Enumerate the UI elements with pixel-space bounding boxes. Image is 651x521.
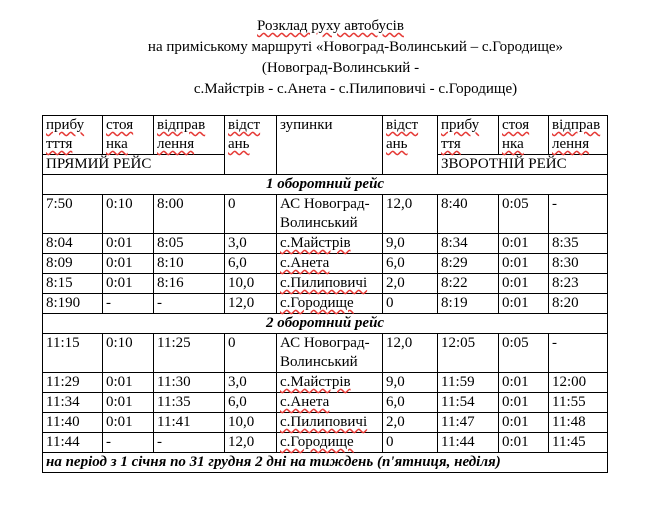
cell-distance: 12,0 — [225, 294, 277, 314]
table-row — [43, 373, 608, 393]
cell-stop-time: 0:10 — [103, 334, 154, 373]
table-row — [43, 254, 608, 274]
cell-departure-return: 11:55 — [549, 393, 608, 413]
cell-distance-return: 12,0 — [383, 195, 438, 234]
forward-trip-label: ПРЯМИЙ РЕЙС — [43, 155, 225, 175]
cell-distance-return: 9,0 — [383, 234, 438, 254]
cell-distance: 6,0 — [225, 393, 277, 413]
cell-arrival: 11:34 — [43, 393, 103, 413]
cell-arrival-return: 8:29 — [438, 254, 499, 274]
cell-distance: 10,0 — [225, 274, 277, 294]
cell-stop-name: с.Майстрів — [277, 373, 383, 393]
cell-distance-return: 12,0 — [383, 334, 438, 373]
cell-stop-time: - — [103, 433, 154, 453]
title-line-1: Розклад руху автобусів — [257, 18, 404, 34]
cell-stop-time-return: 0:01 — [499, 274, 549, 294]
cell-stop-time-return: 0:01 — [499, 254, 549, 274]
title-line-4: с.Майстрів - с.Анета - с.Пилиповичі - с.Городище) — [193, 81, 518, 97]
cell-stop-time-return: 0:01 — [499, 433, 549, 453]
cell-departure: 8:16 — [154, 274, 225, 294]
cell-departure: 8:00 — [154, 195, 225, 234]
cell-stop-time: 0:01 — [103, 413, 154, 433]
cell-arrival-return: 11:54 — [438, 393, 499, 413]
cell-departure-return: - — [549, 195, 608, 234]
table-row — [43, 234, 608, 254]
cell-distance-return: 2,0 — [383, 274, 438, 294]
cell-stop-time-return: 0:01 — [499, 294, 549, 314]
cell-stop-time: 0:01 — [103, 274, 154, 294]
header-arrival: прибу тття — [43, 116, 103, 155]
cell-departure: 8:10 — [154, 254, 225, 274]
cell-arrival: 8:15 — [43, 274, 103, 294]
header-stop-time: стоя нка — [103, 116, 154, 155]
cell-stop-name: АС Новоград-Волинський — [277, 195, 383, 234]
cell-distance-return: 6,0 — [383, 254, 438, 274]
cell-stop-time-return: 0:05 — [499, 334, 549, 373]
trip-label-row — [43, 175, 608, 195]
document-title — [0, 16, 651, 100]
footer-row — [43, 453, 608, 473]
cell-arrival-return: 11:44 — [438, 433, 499, 453]
header-stop-time-return: стоя нка — [499, 116, 549, 155]
cell-departure: 11:25 — [154, 334, 225, 373]
cell-stop-name: с.Майстрів — [277, 234, 383, 254]
cell-departure: - — [154, 294, 225, 314]
cell-distance-return: 9,0 — [383, 373, 438, 393]
cell-stop-time: 0:01 — [103, 393, 154, 413]
cell-stop-name: АС Новоград-Волинський — [277, 334, 383, 373]
cell-departure: 11:35 — [154, 393, 225, 413]
title-line-3: (Новоград-Волинський - — [261, 60, 420, 76]
table-row — [43, 413, 608, 433]
cell-departure-return: 12:00 — [549, 373, 608, 393]
cell-departure: 8:05 — [154, 234, 225, 254]
cell-departure-return: 11:48 — [549, 413, 608, 433]
cell-arrival: 8:04 — [43, 234, 103, 254]
cell-arrival-return: 11:59 — [438, 373, 499, 393]
cell-departure: 11:41 — [154, 413, 225, 433]
cell-stop-time-return: 0:01 — [499, 234, 549, 254]
table-row — [43, 433, 608, 453]
cell-distance: 3,0 — [225, 373, 277, 393]
table-row — [43, 195, 608, 234]
return-trip-label: ЗВОРОТНІЙ РЕЙС — [438, 155, 608, 175]
cell-stop-time: - — [103, 294, 154, 314]
cell-departure-return: 8:23 — [549, 274, 608, 294]
header-stops: зупинки — [277, 116, 383, 175]
cell-stop-time: 0:10 — [103, 195, 154, 234]
header-departure-return: відправ лення — [549, 116, 608, 155]
header-row — [43, 116, 608, 155]
cell-arrival: 8:09 — [43, 254, 103, 274]
cell-departure-return: 8:30 — [549, 254, 608, 274]
cell-stop-time: 0:01 — [103, 373, 154, 393]
cell-arrival: 11:15 — [43, 334, 103, 373]
table-row — [43, 294, 608, 314]
table-row — [43, 274, 608, 294]
cell-distance: 3,0 — [225, 234, 277, 254]
schedule-note: на період з 1 січня по 31 грудня 2 дні на тиждень (п'ятниця, неділя) — [43, 453, 608, 473]
cell-stop-name: с.Пилиповичі — [277, 274, 383, 294]
cell-stop-name: с.Городище — [277, 294, 383, 314]
title-line-2: на приміському маршруті «Новоград-Волинський – с.Городище» — [147, 39, 564, 55]
cell-distance: 6,0 — [225, 254, 277, 274]
cell-stop-name: с.Анета — [277, 254, 383, 274]
cell-arrival-return: 11:47 — [438, 413, 499, 433]
cell-arrival: 11:29 — [43, 373, 103, 393]
cell-arrival: 11:40 — [43, 413, 103, 433]
cell-stop-name: с.Анета — [277, 393, 383, 413]
cell-arrival: 11:44 — [43, 433, 103, 453]
cell-distance: 10,0 — [225, 413, 277, 433]
cell-stop-time-return: 0:01 — [499, 413, 549, 433]
cell-stop-name: с.Пилиповичі — [277, 413, 383, 433]
cell-departure: 11:30 — [154, 373, 225, 393]
cell-arrival-return: 8:34 — [438, 234, 499, 254]
cell-stop-name: с.Городище — [277, 433, 383, 453]
table-row — [43, 334, 608, 373]
cell-distance-return: 6,0 — [383, 393, 438, 413]
cell-departure-return: - — [549, 334, 608, 373]
cell-stop-time: 0:01 — [103, 254, 154, 274]
cell-arrival-return: 8:22 — [438, 274, 499, 294]
cell-distance-return: 0 — [383, 294, 438, 314]
cell-stop-time-return: 0:01 — [499, 373, 549, 393]
cell-arrival: 7:50 — [43, 195, 103, 234]
cell-arrival: 8:190 — [43, 294, 103, 314]
cell-departure-return: 8:35 — [549, 234, 608, 254]
cell-stop-time: 0:01 — [103, 234, 154, 254]
cell-distance-return: 2,0 — [383, 413, 438, 433]
cell-stop-time-return: 0:01 — [499, 393, 549, 413]
trip-label: 2 оборотний рейс — [43, 314, 608, 334]
cell-departure-return: 8:20 — [549, 294, 608, 314]
cell-distance-return: 0 — [383, 433, 438, 453]
header-distance-return: відст ань — [383, 116, 438, 175]
header-distance: відст ань — [225, 116, 277, 175]
cell-departure: - — [154, 433, 225, 453]
trip-label: 1 оборотний рейс — [43, 175, 608, 195]
cell-arrival-return: 8:40 — [438, 195, 499, 234]
cell-distance: 0 — [225, 334, 277, 373]
trip-label-row — [43, 314, 608, 334]
cell-departure-return: 11:45 — [549, 433, 608, 453]
cell-arrival-return: 8:19 — [438, 294, 499, 314]
table-row — [43, 393, 608, 413]
schedule-table — [42, 115, 608, 473]
header-departure: відправ лення — [154, 116, 225, 155]
cell-arrival-return: 12:05 — [438, 334, 499, 373]
header-arrival-return: прибу ття — [438, 116, 499, 155]
cell-distance: 0 — [225, 195, 277, 234]
cell-distance: 12,0 — [225, 433, 277, 453]
cell-stop-time-return: 0:05 — [499, 195, 549, 234]
